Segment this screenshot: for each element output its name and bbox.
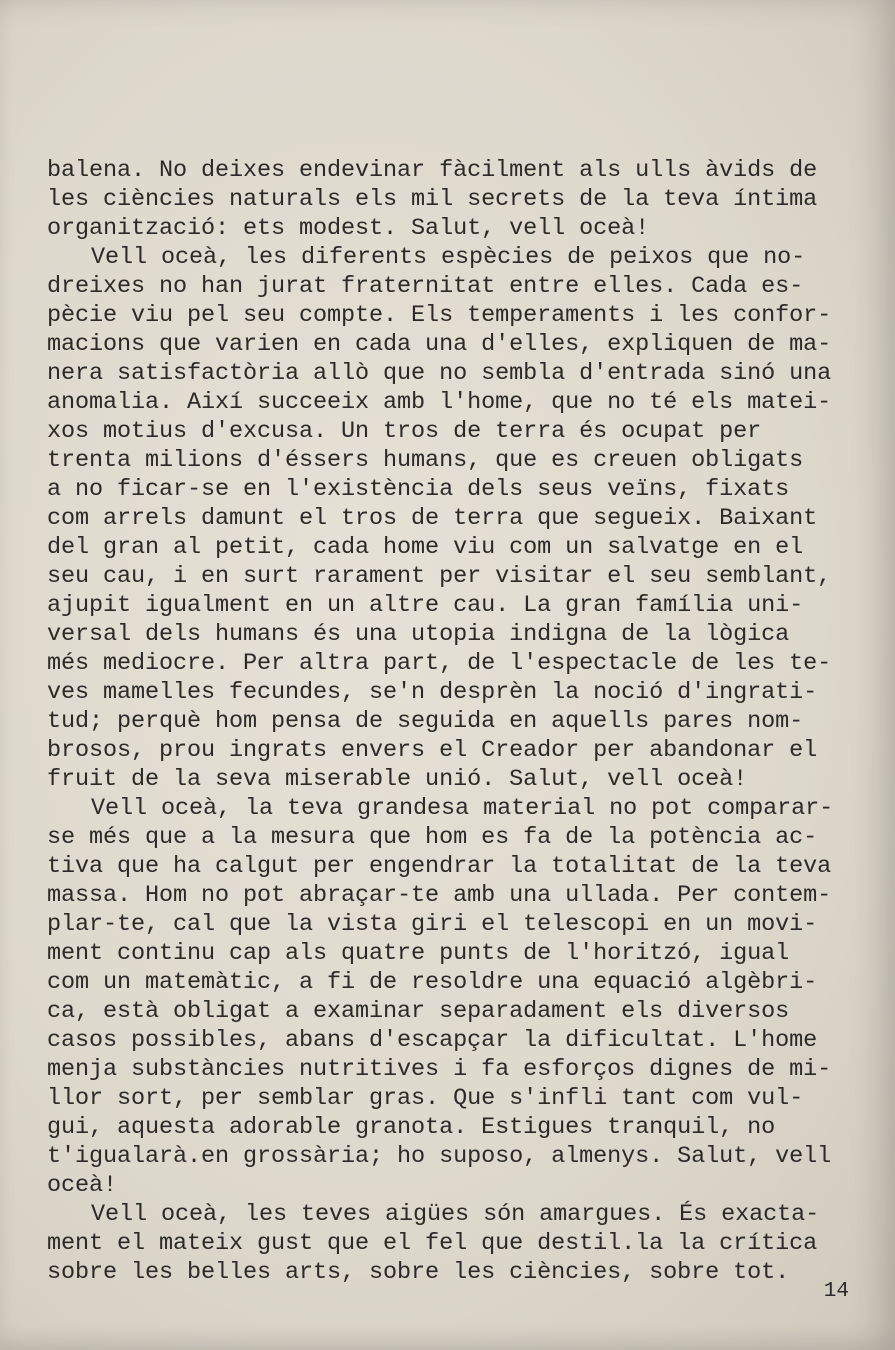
text-line: brosos, prou ingrats envers el Creador per abandonar el: [47, 737, 818, 764]
text-line: oceà!: [47, 1172, 118, 1199]
text-line: com un matemàtic, a fi de resoldre una equació algèbri-: [47, 969, 818, 996]
text-line: ca, està obligat a examinar separadament els diversos: [47, 998, 790, 1025]
text-line: versal dels humans és una utopia indigna de la lògica: [47, 621, 790, 648]
text-line: gui, aquesta adorable granota. Estigues tranquil, no: [47, 1114, 776, 1141]
text-line: trenta milions d'éssers humans, que es creuen obligats: [47, 447, 804, 474]
text-line: balena. No deixes endevinar fàcilment als ulls àvids de: [47, 157, 818, 184]
text-line: fruit de la seva miserable unió. Salut, vell oceà!: [47, 766, 748, 793]
text-line: seu cau, i en surt rarament per visitar el seu semblant,: [47, 563, 832, 590]
page-number: 14: [823, 1280, 849, 1303]
text-line: massa. Hom no pot abraçar-te amb una ullada. Per contem-: [47, 882, 832, 909]
text-line: Vell oceà, les diferents espècies de peixos que no-: [91, 244, 806, 271]
text-line: com arrels damunt el tros de terra que segueix. Baixant: [47, 505, 818, 532]
text-line: dreixes no han jurat fraternitat entre elles. Cada es-: [47, 273, 804, 300]
text-line: ment continu cap als quatre punts de l'horitzó, igual: [47, 940, 790, 967]
text-line: del gran al petit, cada home viu com un salvatge en el: [47, 534, 804, 561]
text-line: plar-te, cal que la vista giri el telescopi en un movi-: [47, 911, 818, 938]
text-line: Vell oceà, les teves aigües són amargues. És exacta-: [91, 1201, 820, 1228]
text-line: les ciències naturals els mil secrets de la teva íntima: [47, 186, 818, 213]
text-line: se més que a la mesura que hom es fa de la potència ac-: [47, 824, 818, 851]
text-line: pècie viu pel seu compte. Els temperaments i les confor-: [47, 302, 832, 329]
text-line: menja substàncies nutritives i fa esforços dignes de mi-: [47, 1056, 832, 1083]
text-line: llor sort, per semblar gras. Que s'infli tant com vul-: [47, 1085, 804, 1112]
text-line: organització: ets modest. Salut, vell oceà!: [47, 215, 650, 242]
text-line: anomalia. Així succeeix amb l'home, que no té els matei-: [47, 389, 832, 416]
text-line: casos possibles, abans d'escapçar la dificultat. L'home: [47, 1027, 818, 1054]
text-line: ajupit igualment en un altre cau. La gran família uni-: [47, 592, 804, 619]
text-line: ment el mateix gust que el fel que destil.la la crítica: [47, 1230, 818, 1257]
text-line: ves mamelles fecundes, se'n desprèn la noció d'ingrati-: [47, 679, 818, 706]
text-line: t'igualarà.en grossària; ho suposo, almenys. Salut, vell: [47, 1143, 832, 1170]
text-line: tiva que ha calgut per engendrar la totalitat de la teva: [47, 853, 832, 880]
text-line: nera satisfactòria allò que no sembla d'entrada sinó una: [47, 360, 832, 387]
text-line: tud; perquè hom pensa de seguida en aquells pares nom-: [47, 708, 804, 735]
text-line: més mediocre. Per altra part, de l'espectacle de les te-: [47, 650, 832, 677]
text-line: sobre les belles arts, sobre les ciències, sobre tot.: [47, 1259, 790, 1286]
text-line: xos motius d'excusa. Un tros de terra és ocupat per: [47, 418, 762, 445]
text-line: macions que varien en cada una d'elles, expliquen de ma-: [47, 331, 832, 358]
body-text: [47, 156, 877, 1287]
text-line: a no ficar-se en l'existència dels seus veïns, fixats: [47, 476, 790, 503]
text-line: Vell oceà, la teva grandesa material no pot comparar-: [91, 795, 834, 822]
